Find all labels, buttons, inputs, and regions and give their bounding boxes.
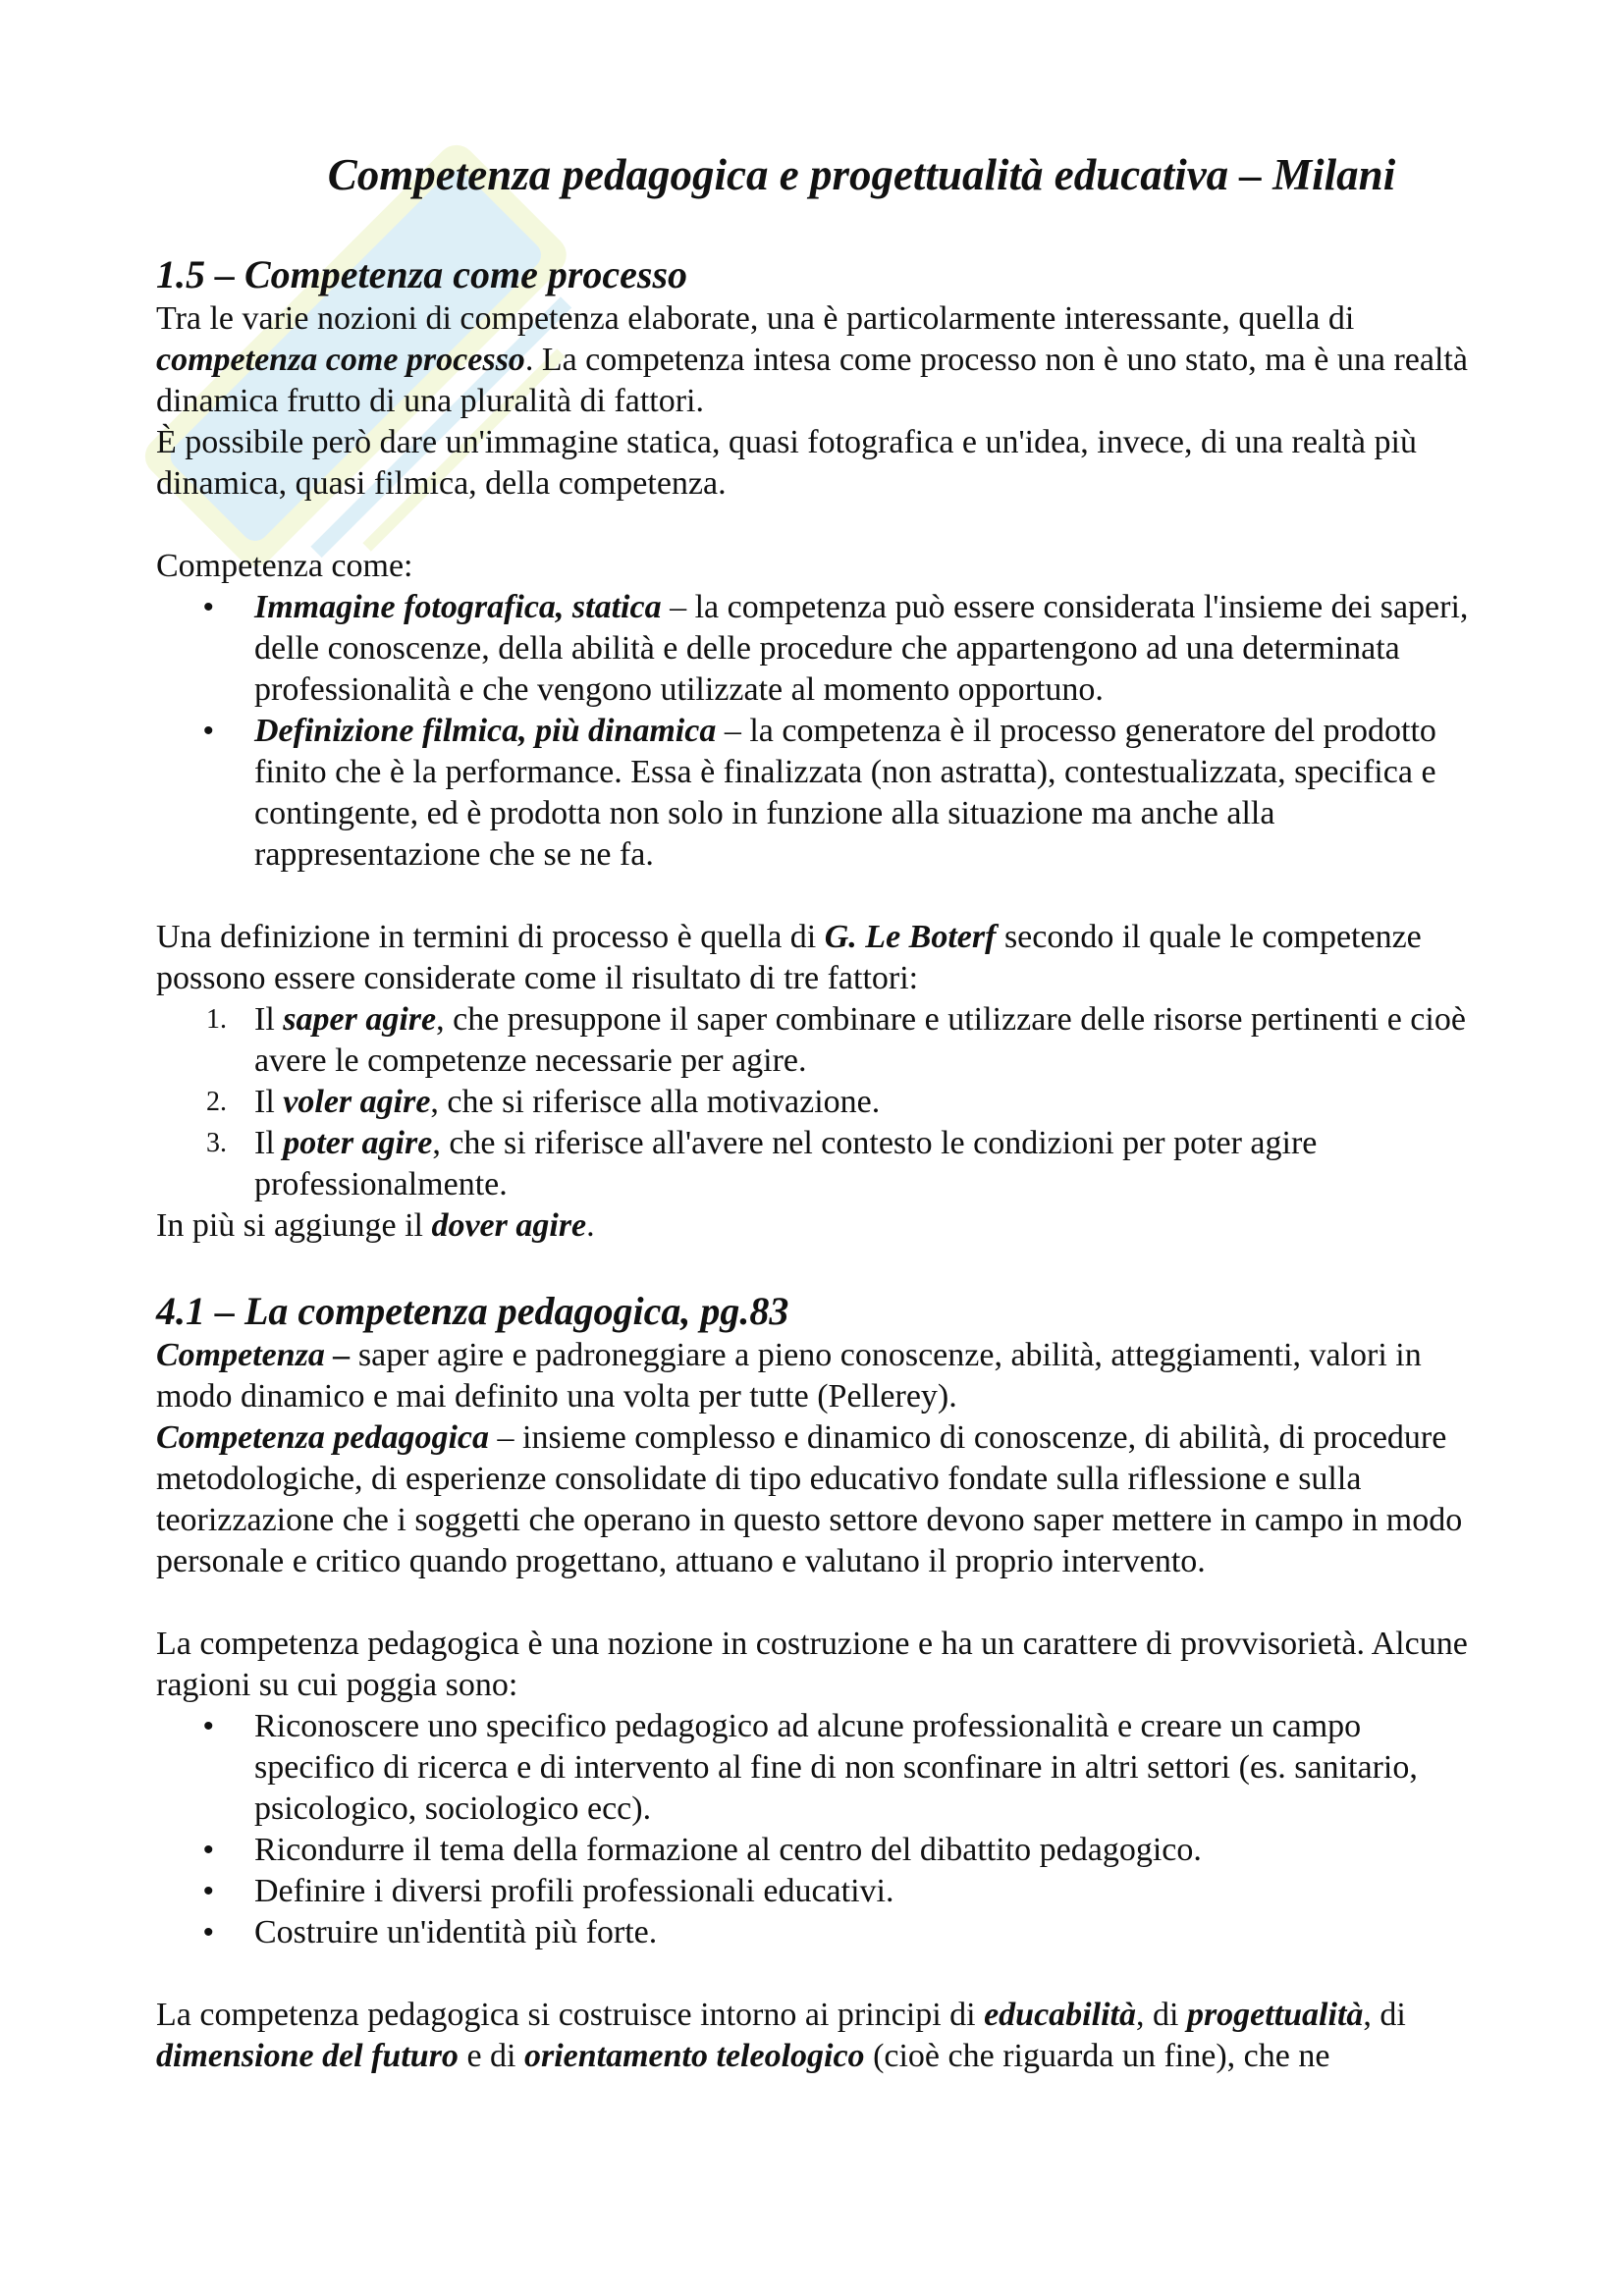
list-item-prefix: Il [254,1125,284,1161]
list-item-text: – la competenza può essere considerata l'insieme dei saperi, delle conoscenze, della abilità e delle procedure che appartengono ad una determinata professionalità e che vengono utilizzate al momento opportuno. [254,589,1469,708]
list-item-text: , che si riferisce all'avere nel contesto le condizioni per poter agire professionalmente. [254,1125,1318,1202]
list-item-term: saper agire [283,1001,437,1038]
definition-text: – insieme complesso e dinamico di conoscenze, di abilità, di procedure metodologiche, di esperienze consolidate di tipo educativo fondate sulla riflessione e sulla teorizzazione che i soggetti che operano in questo settore devono saper mettere in campo in modo personale e critico quando progettano, attuano e valutano il proprio intervento. [156,1419,1463,1579]
definition-text: saper agire e padroneggiare a pieno conoscenze, abilità, atteggiamenti, valori in modo dinamico e mai definito una volta per tutte (Pellerey). [156,1337,1422,1415]
definition-text-c: secondo il quale le competenze possono essere considerate come il risultato di tre fattori: [156,919,1422,996]
list-item-prefix: Il [254,1001,284,1038]
list-item-term: voler agire [283,1084,431,1120]
definition-term: Competenza pedagogica [156,1419,490,1456]
list-item-text: Riconoscere uno specifico pedagogico ad alcune professionalità e creare un campo specifico di ricerca e di intervento al fine di non sconfinare in altri settori (es. sanitario, psicologico, sociologico ecc). [254,1708,1418,1827]
closing-text-a: In più si aggiunge il [156,1207,432,1244]
list-item-text: , che si riferisce alla motivazione. [430,1084,881,1120]
intro-text-c: . La competenza intesa come processo non è uno stato, ma è una realtà dinamica frutto di una pluralità di fattori. [156,342,1468,419]
list-item-term: poter agire [283,1125,433,1161]
paragraph-text: La competenza pedagogica si costruisce intorno ai principi di [156,1997,985,2033]
list-item [156,587,1477,711]
list-item-term: Definizione filmica, più dinamica [254,713,717,749]
competenza-pedagogica-definition [156,1417,1477,1582]
bullet-icon: • [203,1875,214,1907]
list-item-text: , che presuppone il saper combinare e utilizzare delle risorse pertinenti e cioè avere le competenze necessarie per agire. [254,1001,1466,1079]
list-item [156,1123,1477,1205]
author-name: G. Le Boterf [824,919,997,955]
competenza-images-list [156,587,1477,876]
provvisorieta-paragraph: La competenza pedagogica è una nozione in costruzione e ha un carattere di provvisorietà. Alcune ragioni su cui poggia sono: [156,1626,1468,1703]
list-item [156,1706,1477,1830]
definition-term: Competenza – [156,1337,351,1373]
paragraph-text: , di [1363,1997,1406,2033]
principle-term: educabilità [984,1997,1136,2033]
paragraph-text: (cioè che riguarda un fine), che ne [864,2038,1330,2074]
principle-term: progettualità [1186,1997,1364,2033]
list-item-prefix: Il [254,1084,284,1120]
document-title: Competenza pedagogica e progettualità educativa – Milani [327,150,1396,199]
list-item [156,1082,1477,1123]
list-number: 1. [206,1004,227,1035]
list-item-text: Costruire un'identità più forte. [254,1914,658,1950]
paragraph-text: e di [458,2038,524,2074]
section1-intro2: È possibile però dare un'immagine statica, quasi fotografica e un'idea, invece, di una realtà più dinamica, quasi filmica, della competenza. [156,424,1417,502]
list-item [156,999,1477,1082]
list-item [156,1912,1477,1953]
le-boterf-definition [156,917,1477,999]
closing-term: dover agire [431,1207,587,1244]
paragraph-text: , di [1135,1997,1187,2033]
list-item-term: Immagine fotografica, statica [254,589,662,625]
list-item [156,1830,1477,1871]
section-heading-competenza-pedagogica: 4.1 – La competenza pedagogica, pg.83 [156,1289,789,1333]
intro-term: competenza come processo [156,342,525,378]
reasons-list [156,1706,1477,1953]
document-page [156,147,1477,2077]
competenza-definition [156,1335,1477,1417]
list-item-text: Ricondurre il tema della formazione al centro del dibattito pedagogico. [254,1832,1202,1868]
closing-text-c: . [586,1207,595,1244]
dover-agire-line [156,1205,1477,1247]
list-number: 2. [206,1087,227,1117]
principle-term: dimensione del futuro [156,2038,459,2074]
bullet-icon: • [203,715,214,747]
list-item [156,1871,1477,1912]
list-item [156,711,1477,876]
list-item-text: Definire i diversi profili professionali educativi. [254,1873,894,1909]
bullet-icon: • [203,1916,214,1949]
competenza-come-lead: Competenza come: [156,548,413,584]
list-item-text: – la competenza è il processo generatore del prodotto finito che è la performance. Essa è finalizzata (non astratta), contestualizzata, specifica e contingente, ed è prodotta non solo in funzione alla situazione ma anche alla rappresentazione che se ne fa. [254,713,1436,873]
principle-term: orientamento teleologico [523,2038,865,2074]
bullet-icon: • [203,1710,214,1742]
definition-text-a: Una definizione in termini di processo è quella di [156,919,825,955]
factors-list [156,999,1477,1205]
bullet-icon: • [203,1834,214,1866]
section1-intro [156,298,1477,422]
bullet-icon: • [203,591,214,623]
intro-text-a: Tra le varie nozioni di competenza elaborate, una è particolarmente interessante, quella di [156,300,1355,337]
principi-paragraph [156,1995,1477,2077]
section-heading-competenza-processo: 1.5 – Competenza come processo [156,252,688,296]
list-number: 3. [206,1128,227,1158]
